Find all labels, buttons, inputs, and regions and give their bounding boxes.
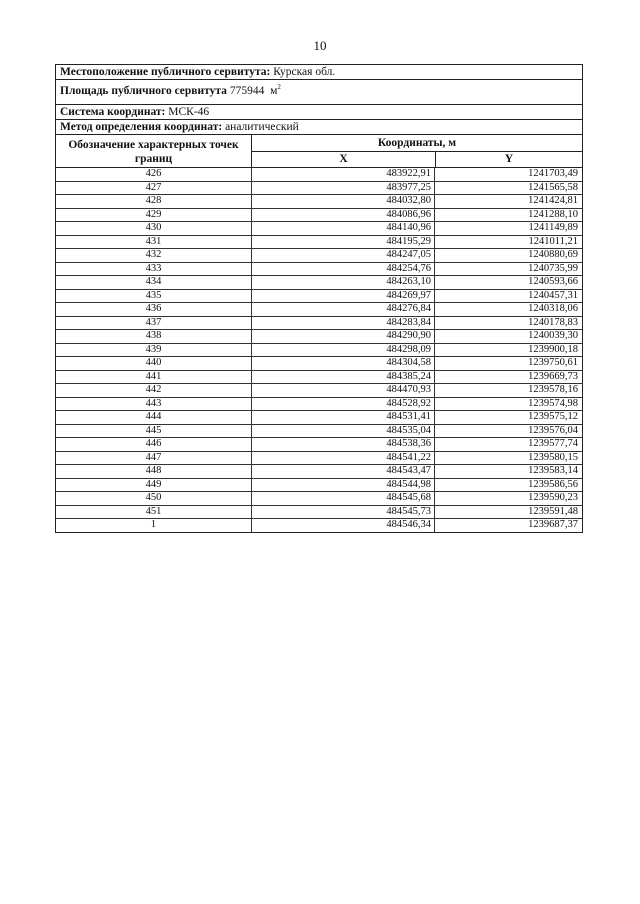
location-value: Курская обл. xyxy=(273,66,336,78)
x-column-header: X xyxy=(252,152,436,167)
point-cell: 445 xyxy=(56,425,252,438)
y-cell: 1239669,73 xyxy=(528,370,578,382)
y-cell: 1239586,56 xyxy=(528,478,578,490)
point-cell: 435 xyxy=(56,290,252,303)
page-number: 10 xyxy=(313,38,327,53)
y-cell: 1239590,23 xyxy=(528,492,578,503)
table-row xyxy=(56,479,582,493)
table-row xyxy=(56,465,582,479)
coordinates-header-group xyxy=(252,135,582,167)
table-row xyxy=(56,330,582,344)
table-row xyxy=(56,398,582,412)
y-cell: 1239900,18 xyxy=(528,343,578,355)
point-cell: 431 xyxy=(56,236,252,249)
table-row xyxy=(56,249,582,263)
table-row xyxy=(56,411,582,425)
point-cell: 442 xyxy=(56,384,252,397)
x-cell: 484544,98 xyxy=(252,479,435,492)
y-cell: 1239574,98 xyxy=(528,397,578,409)
table-row xyxy=(56,317,582,331)
y-cell: 1241288,10 xyxy=(528,208,578,220)
x-cell: 483922,91 xyxy=(252,168,435,181)
y-cell: 1239591,48 xyxy=(528,505,578,517)
x-cell: 484195,29 xyxy=(252,236,435,249)
coord-system-row xyxy=(56,105,582,120)
point-cell: 446 xyxy=(56,438,252,451)
area-unit-sup: 2 xyxy=(277,83,281,91)
y-column-header: Y xyxy=(504,153,514,165)
point-cell: 428 xyxy=(56,195,252,208)
x-cell: 484247,05 xyxy=(252,249,435,262)
x-cell: 484543,47 xyxy=(252,465,435,478)
point-cell: 438 xyxy=(56,330,252,343)
y-cell: 1241149,89 xyxy=(528,222,578,233)
points-column-header: Обозначение характерных точек границ xyxy=(56,135,252,167)
point-cell: 449 xyxy=(56,479,252,492)
x-cell: 484032,80 xyxy=(252,195,435,208)
point-cell: 440 xyxy=(56,357,252,370)
point-cell: 1 xyxy=(56,519,252,532)
point-cell: 433 xyxy=(56,263,252,276)
coord-system-label: Система координат: xyxy=(60,106,166,118)
area-value: 775944 xyxy=(229,84,265,97)
x-cell: 484385,24 xyxy=(252,371,435,384)
table-row xyxy=(56,425,582,439)
x-cell: 484545,73 xyxy=(252,506,435,519)
area-unit: м xyxy=(270,84,278,97)
xy-header-row xyxy=(252,152,582,167)
table-row xyxy=(56,357,582,371)
y-cell: 1239580,15 xyxy=(528,451,578,463)
method-value: аналитический xyxy=(225,121,299,133)
point-cell: 444 xyxy=(56,411,252,424)
point-cell: 441 xyxy=(56,371,252,384)
x-cell: 484254,76 xyxy=(252,263,435,276)
x-cell: 484545,68 xyxy=(252,492,435,505)
point-cell: 430 xyxy=(56,222,252,235)
table-row xyxy=(56,384,582,398)
table-row xyxy=(56,209,582,223)
table-row xyxy=(56,290,582,304)
x-cell: 484535,04 xyxy=(252,425,435,438)
y-cell: 1239576,04 xyxy=(528,424,578,436)
x-cell: 484470,93 xyxy=(252,384,435,397)
x-cell: 484298,09 xyxy=(252,344,435,357)
y-cell: 1239578,16 xyxy=(528,384,578,395)
table-row xyxy=(56,195,582,209)
y-cell: 1240178,83 xyxy=(528,316,578,328)
table-row xyxy=(56,303,582,317)
table-row xyxy=(56,438,582,452)
x-cell: 484086,96 xyxy=(252,209,435,222)
method-row xyxy=(56,120,582,135)
table-row xyxy=(56,236,582,250)
y-cell: 1240318,06 xyxy=(528,303,578,314)
y-cell: 1241565,58 xyxy=(528,181,578,193)
x-cell: 484276,84 xyxy=(252,303,435,316)
y-cell: 1241424,81 xyxy=(528,195,578,206)
table-row xyxy=(56,344,582,358)
x-cell: 484546,34 xyxy=(252,519,435,532)
y-cell: 1240735,99 xyxy=(528,262,578,274)
point-cell: 432 xyxy=(56,249,252,262)
point-cell: 436 xyxy=(56,303,252,316)
area-label: Площадь публичного сервитута xyxy=(60,84,227,97)
y-cell: 1240457,31 xyxy=(528,289,578,301)
table-row xyxy=(56,168,582,182)
table-row xyxy=(56,263,582,277)
table-row xyxy=(56,182,582,196)
y-cell: 1240593,66 xyxy=(528,276,578,287)
y-cell: 1239583,14 xyxy=(528,465,578,476)
y-cell: 1241703,49 xyxy=(528,168,578,179)
area-row xyxy=(56,80,582,105)
x-cell: 484263,10 xyxy=(252,276,435,289)
point-cell: 447 xyxy=(56,452,252,465)
coord-system-value: МСК-46 xyxy=(168,106,210,118)
method-label: Метод определения координат: xyxy=(60,121,223,133)
servitude-table xyxy=(55,64,583,533)
table-row xyxy=(56,492,582,506)
y-cell: 1239577,74 xyxy=(528,438,578,449)
table-row xyxy=(56,452,582,466)
table-body xyxy=(56,168,582,532)
x-cell: 484538,36 xyxy=(252,438,435,451)
x-cell: 484531,41 xyxy=(252,411,435,424)
table-row xyxy=(56,506,582,520)
point-cell: 450 xyxy=(56,492,252,505)
x-cell: 484290,90 xyxy=(252,330,435,343)
y-cell: 1240880,69 xyxy=(528,249,578,260)
x-cell: 483977,25 xyxy=(252,182,435,195)
y-cell: 1240039,30 xyxy=(528,330,578,341)
coordinates-column-header: Координаты, м xyxy=(252,135,582,152)
point-cell: 429 xyxy=(56,209,252,222)
x-cell: 484140,96 xyxy=(252,222,435,235)
x-cell: 484304,58 xyxy=(252,357,435,370)
y-cell: 1239575,12 xyxy=(528,411,578,422)
table-row xyxy=(56,222,582,236)
location-label: Местоположение публичного сервитута: xyxy=(60,66,271,78)
x-cell: 484541,22 xyxy=(252,452,435,465)
table-row xyxy=(56,371,582,385)
point-cell: 427 xyxy=(56,182,252,195)
y-cell: 1241011,21 xyxy=(528,235,578,247)
table-header xyxy=(56,135,582,168)
point-cell: 437 xyxy=(56,317,252,330)
y-cell: 1239687,37 xyxy=(528,519,578,530)
point-cell: 434 xyxy=(56,276,252,289)
point-cell: 426 xyxy=(56,168,252,181)
point-cell: 451 xyxy=(56,506,252,519)
x-cell: 484283,84 xyxy=(252,317,435,330)
table-row xyxy=(56,519,582,532)
point-cell: 443 xyxy=(56,398,252,411)
y-cell: 1239750,61 xyxy=(528,357,578,368)
location-row xyxy=(56,65,582,80)
table-row xyxy=(56,276,582,290)
x-cell: 484528,92 xyxy=(252,398,435,411)
point-cell: 439 xyxy=(56,344,252,357)
point-cell: 448 xyxy=(56,465,252,478)
x-cell: 484269,97 xyxy=(252,290,435,303)
